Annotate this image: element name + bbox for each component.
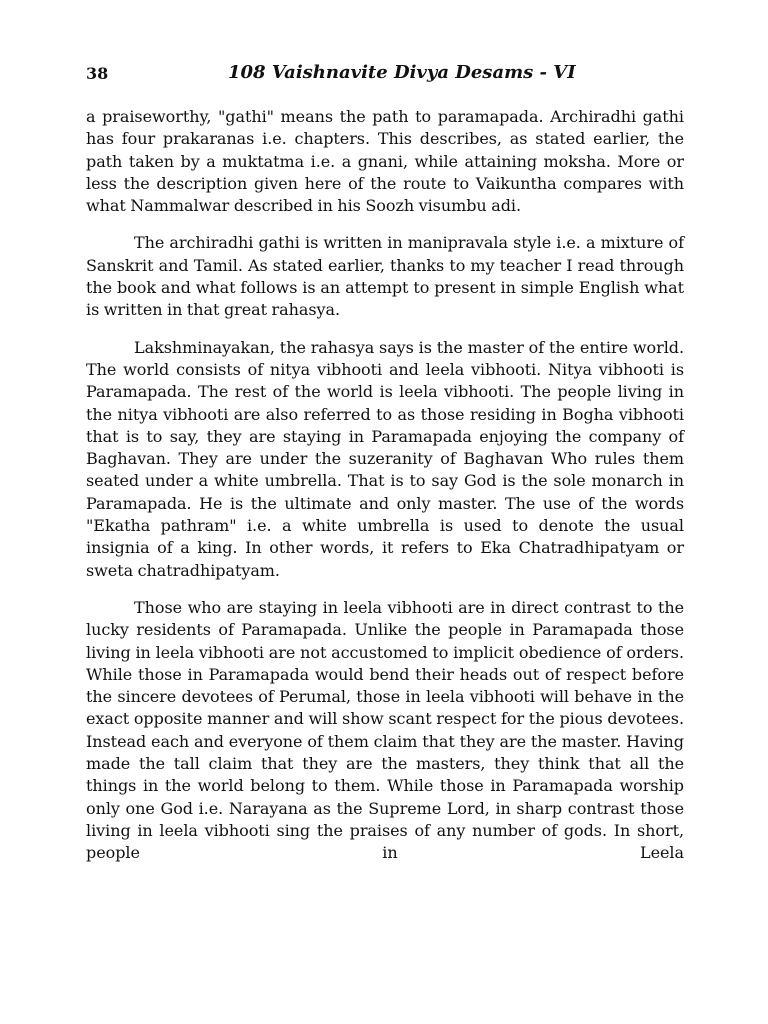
paragraph-leela-vibhooti: Those who are staying in leela vibhooti are in direct contrast to the lucky residents of Paramapada. Unlike the people in Paramapada those living in leela vibhooti are not accustomed to implicit obedience of orders. While those in Paramapada would bend their heads out of respect before the sincere devotees of Perumal, those in leela vibhooti will behave in the exact opposite manner and will show scant respect for the pious devotees. Instead each and everyone of them claim that they are the master. Having made the tall claim that they are the masters, they think that all the things in the world belong to them. While those in Paramapada worship only one God i.e. Narayana as the Supreme Lord, in sharp contrast those living in leela vibhooti sing the praises of any number of gods. In short, people in Leela: [86, 597, 684, 863]
paragraph-archiradhi-gathi: The archiradhi gathi is written in manipravala style i.e. a mixture of Sanskrit and Tamil. As stated earlier, thanks to my teacher I read through the book and what follows is an attempt to present in simple English what is written in that great rahasya.: [86, 233, 684, 320]
running-title: 108 Vaishnavite Divya Desams - VI: [228, 62, 576, 83]
page-header: [86, 60, 684, 90]
book-page: [86, 60, 684, 880]
paragraph-lakshminayakan: Lakshminayakan, the rahasya says is the master of the entire world. The world consists of nitya vibhooti and leela vibhooti. Nitya vibhooti is Paramapada. The rest of the world is leela vibhooti. The people living in the nitya vibhooti are also referred to as those residing in Bogha vibhooti that is to say, they are staying in Paramapada enjoying the company of Baghavan. They are under the suzeranity of Baghavan Who rules them seated under a white umbrella. That is to say God is the sole monarch in Paramapada. He is the ultimate and only master. The use of the words "Ekatha pathram" i.e. a white umbrella is used to denote the usual insignia of a king. In other words, it refers to Eka Chatradhipatyam or sweta chatradhipatyam.: [86, 337, 684, 580]
paragraph-continuation: a praiseworthy, "gathi" means the path to paramapada. Archiradhi gathi has four prakaranas i.e. chapters. This describes, as stated earlier, the path taken by a muktatma i.e. a gnani, while attaining moksha. More or less the description given here of the route to Vaikuntha compares with what Nammalwar described in his Soozh visumbu adi.: [86, 107, 684, 216]
page-number: 38: [86, 64, 109, 83]
